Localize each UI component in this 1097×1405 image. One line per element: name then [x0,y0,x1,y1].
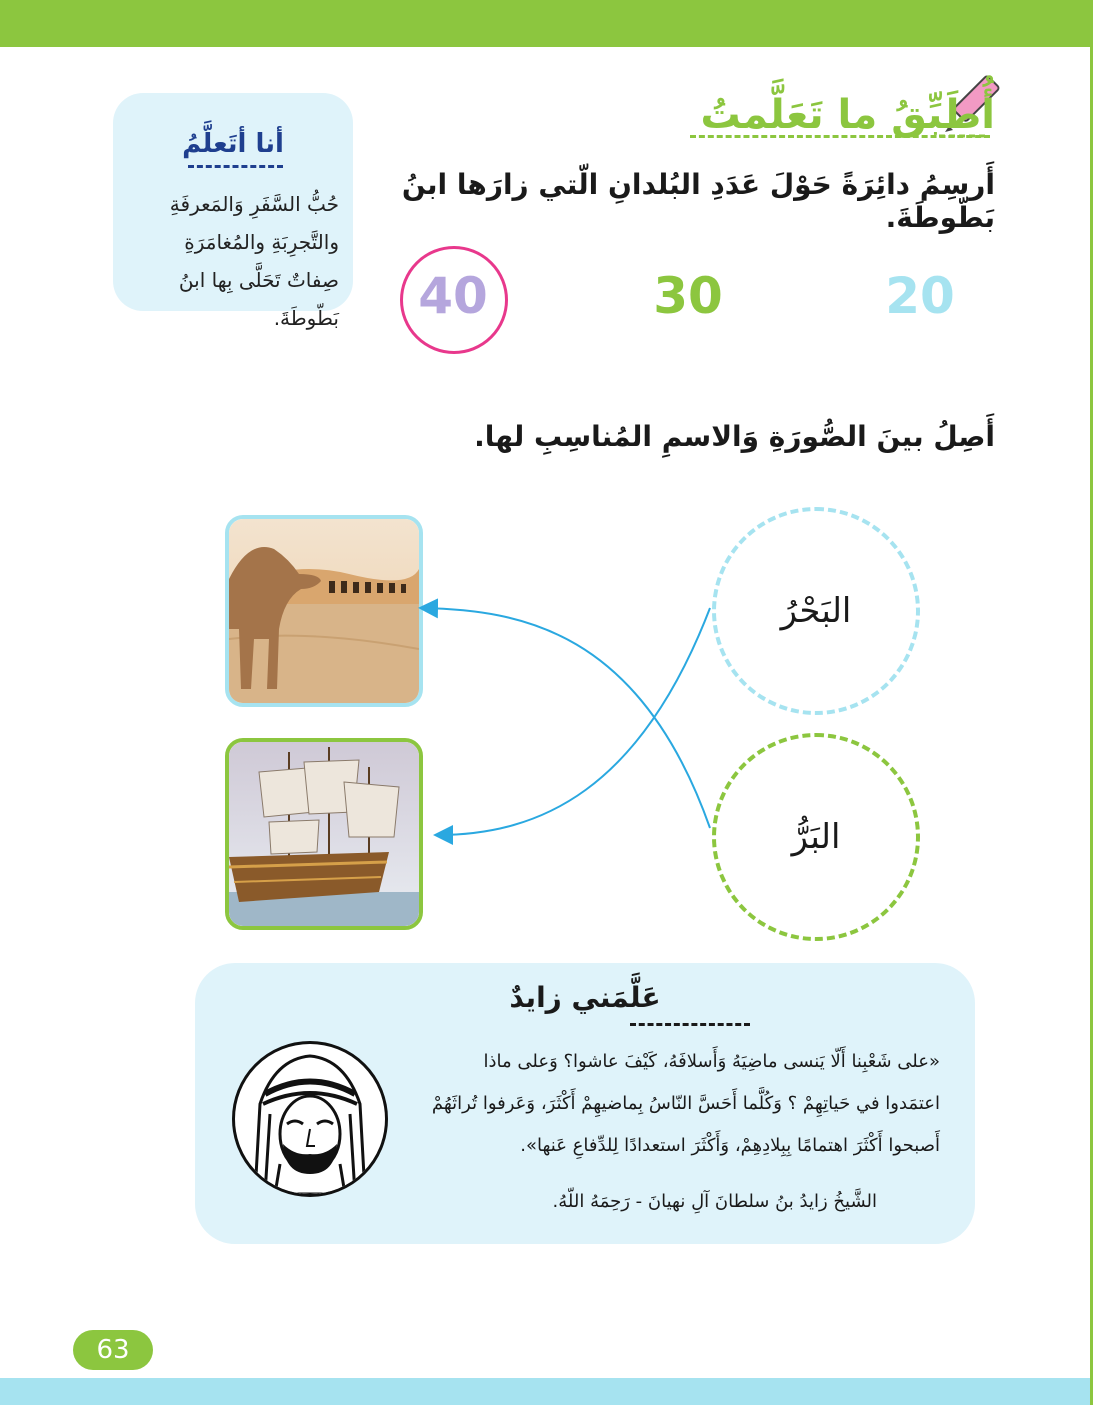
portrait-drawing [235,1044,385,1194]
sea-label: البَحْرُ [780,591,852,631]
question-2: أَصِلُ بينَ الصُّورَةِ وَالاسمِ المُناسِبِ لها. [474,420,995,453]
zayed-title-dash [630,1023,750,1026]
zayed-title: عَلَّمَني زايدٌ [509,981,661,1014]
bottom-bar [0,1378,1090,1405]
option-20[interactable]: 20 [885,267,955,325]
learn-box-title: أنا أتَعلَّمُ [182,129,284,159]
question-1: أَرسِمُ دائِرَةً حَوْلَ عَدَدِ البُلدانِ الّتي زارَها ابنُ بَطّوطَةَ. [401,168,995,234]
land-label: البَرُّ [791,817,841,857]
zayed-signature: الشَّيخُ زايدُ بنُ سلطانَ آلِ نهيانَ - رَحِمَهُ اللّهُ. [552,1191,877,1212]
page-number: 63 [73,1330,153,1370]
section-title: أُطَبِّقُ ما تَعَلَّمتُ [700,92,995,138]
option-30[interactable]: 30 [653,267,723,325]
zayed-portrait [232,1041,388,1197]
zayed-box [195,963,975,1244]
option-40[interactable]: 40 [418,267,488,325]
zayed-quote: «على شَعْبِنا أَلّا يَنسى ماضِيَهُ وَأَسلافَهُ، كَيْفَ عاشوا؟ وَعلى ماذا اعتمَدوا في حَياتِهِمْ ؟ وَكُلَّما أَحَسَّ النّاسُ بِماضيهِمْ أَكْثَرَ، وَعَرفوا تُراثَهُمْ أَصبحوا أَكْثَرَ اهتمامًا بِبِلادِهِمْ، وَأَكْثَرَ استعدادًا لِلدِّفاعِ عَنها». [431,1051,940,1156]
learn-box-text: حُبُّ السَّفَرِ وَالمَعرفَةِ والتَّجرِبَةِ والمُغامَرَةِ صِفاتٌ تَحَلَّى بِها ابنُ بَطّوطَةَ. [169,192,339,330]
